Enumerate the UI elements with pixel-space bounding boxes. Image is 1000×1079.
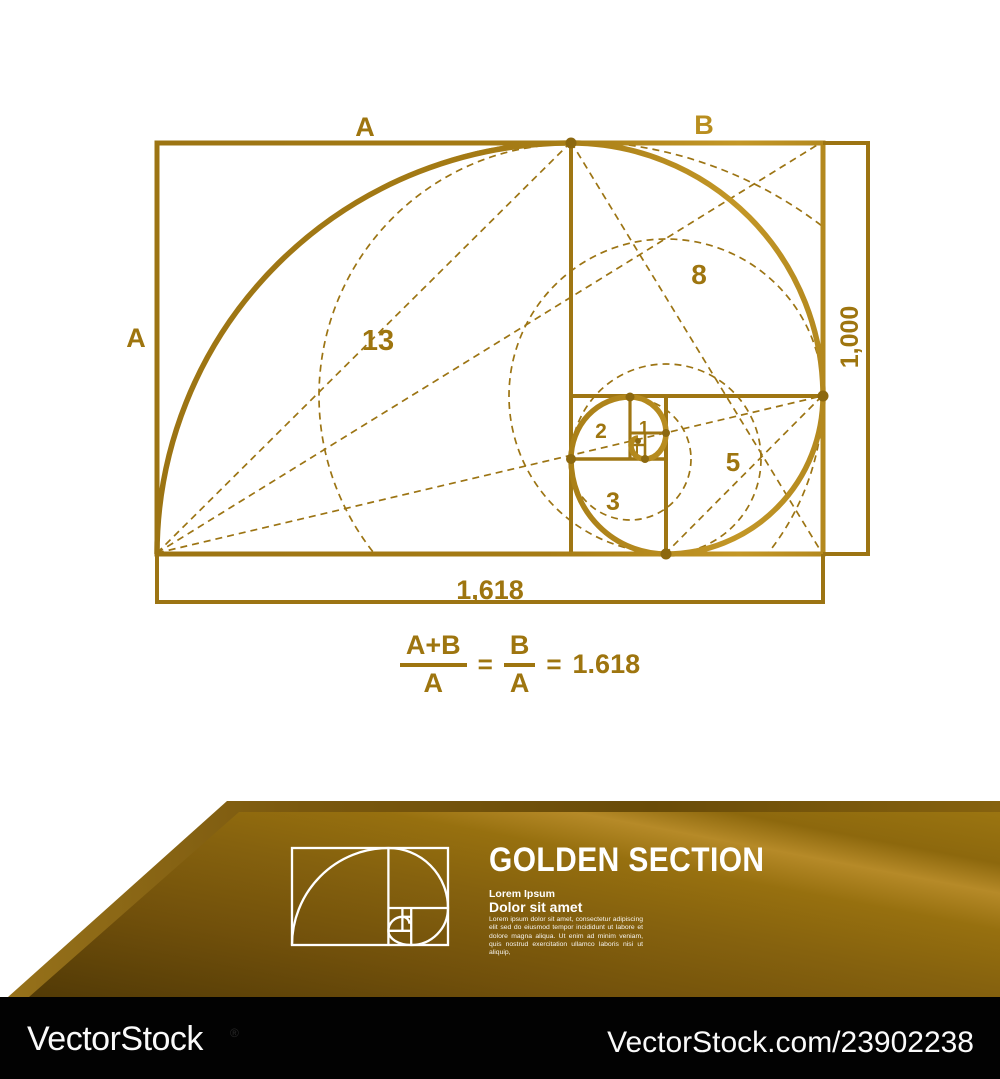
- banner-body-text: Lorem ipsum dolor sit amet, consectetur adipiscing elit sed do eiusmod tempor incididunt ut labore et dolore magna aliqua. Ut enim ad minim veniam, quis nostrud exercitation ullamco laboris nisi ut aliquip,: [489, 916, 643, 957]
- vectorstock-url: VectorStock.com/23902238: [607, 1026, 974, 1059]
- banner-subtitle: Dolor sit amet: [489, 899, 583, 915]
- formula-denominator-1: A: [423, 667, 444, 698]
- square-3-label: 3: [606, 488, 620, 516]
- formula-result: 1.618: [572, 648, 641, 679]
- square-5-label: 5: [725, 447, 741, 477]
- square-1-label: 1: [638, 418, 650, 438]
- equals-sign: =: [477, 648, 493, 679]
- label-a-left: A: [126, 323, 146, 353]
- banner-title: GOLDEN SECTION: [489, 841, 765, 879]
- fraction-b-over-a: [504, 631, 536, 697]
- equals-sign: =: [546, 648, 562, 679]
- vectorstock-logo: VectorStock: [27, 1020, 203, 1058]
- width-dimension-value: 1,618: [456, 575, 524, 605]
- label-b-top: B: [694, 110, 714, 140]
- formula-numerator-2: B: [504, 631, 536, 666]
- square-8-label: 8: [691, 259, 707, 290]
- formula-numerator-1: A+B: [400, 631, 467, 666]
- registered-mark: ®: [230, 1026, 239, 1040]
- square-13-label: 13: [361, 325, 395, 357]
- golden-ratio-formula: [360, 624, 680, 704]
- fibonacci-spiral: [157, 143, 823, 554]
- fraction-a-plus-b-over-a: [400, 631, 467, 697]
- square-2-label: 2: [595, 420, 607, 443]
- label-a-top: A: [355, 112, 375, 142]
- height-dimension-value: 1,000: [836, 305, 864, 369]
- formula-denominator-2: A: [509, 667, 530, 698]
- banner-tagline: Lorem Ipsum: [489, 888, 555, 900]
- golden-rectangle-outline: [157, 143, 823, 554]
